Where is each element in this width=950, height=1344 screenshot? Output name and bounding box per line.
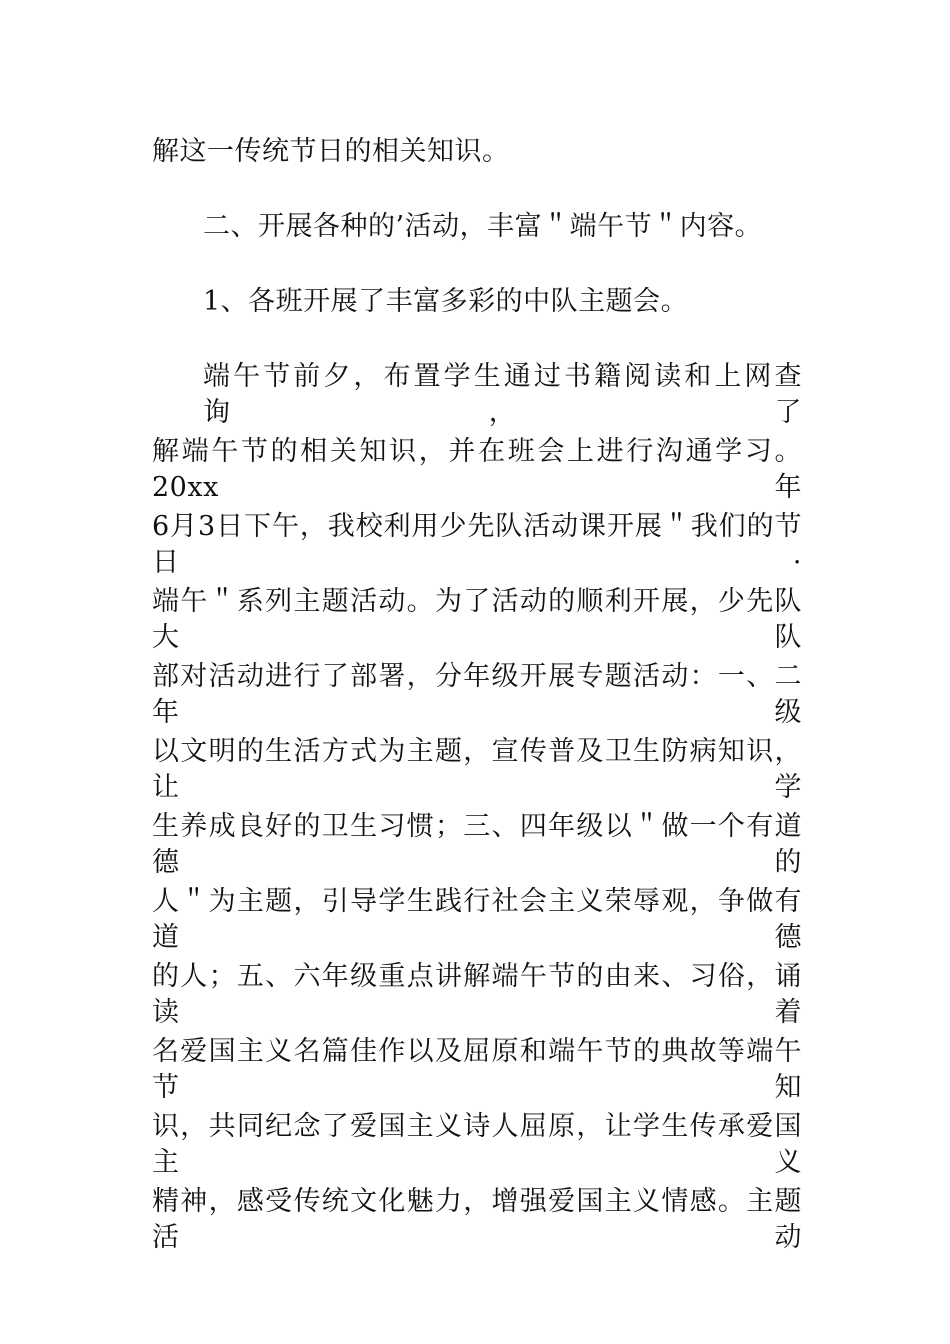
text-line-1: 解这一传统节日的相关知识。 bbox=[152, 136, 510, 167]
paragraph-line-9: 的人；五、六年级重点讲解端午节的由来、习俗，诵读着 bbox=[152, 961, 802, 1028]
paragraph-line-4: 端午＂系列主题活动。为了活动的顺利开展，少先队大队 bbox=[152, 586, 802, 653]
paragraph-line-12: 精神，感受传统文化魅力，增强爱国主义情感。主题活动 bbox=[152, 1186, 802, 1253]
paragraph-line-5: 部对活动进行了部署，分年级开展专题活动：一、二年级 bbox=[152, 661, 802, 728]
paragraph-line-2: 解端午节的相关知识，并在班会上进行沟通学习。20xx年 bbox=[152, 436, 802, 503]
paragraph-line-1: 端午节前夕，布置学生通过书籍阅读和上网查询，了 bbox=[203, 361, 802, 428]
paragraph-line-3: 6月3日下午，我校利用少先队活动课开展＂我们的节日· bbox=[152, 511, 802, 578]
paragraph-line-11: 识，共同纪念了爱国主义诗人屈原，让学生传承爱国主义 bbox=[152, 1111, 802, 1178]
paragraph-line-8: 人＂为主题，引导学生践行社会主义荣辱观，争做有道德 bbox=[152, 886, 802, 953]
paragraph-line-7: 生养成良好的卫生习惯；三、四年级以＂做一个有道德的 bbox=[152, 811, 802, 878]
paragraph-line-10: 名爱国主义名篇佳作以及屈原和端午节的典故等端午节知 bbox=[152, 1036, 802, 1103]
section-heading-2: 二、开展各种的’活动，丰富＂端午节＂内容。 bbox=[203, 211, 763, 242]
subsection-heading-1: 1、各班开展了丰富多彩的中队主题会。 bbox=[203, 286, 689, 317]
paragraph-line-6: 以文明的生活方式为主题，宣传普及卫生防病知识，让学 bbox=[152, 736, 802, 803]
